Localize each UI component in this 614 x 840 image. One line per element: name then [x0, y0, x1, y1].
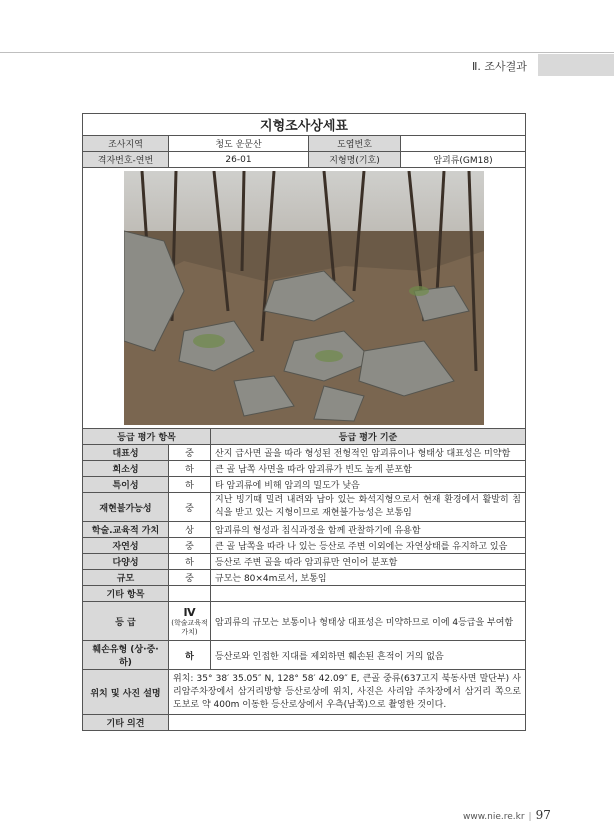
- map-no-label: 도엽번호: [309, 136, 401, 152]
- grade-item: 자연성: [83, 538, 169, 554]
- other-label: 기타 의견: [83, 715, 169, 731]
- grade-value: [169, 586, 211, 602]
- grade-row: [83, 445, 526, 461]
- grade-criteria: 규모는 80×4m로서, 보통임: [211, 570, 526, 586]
- grade-criteria: 큰 골 남쪽을 따라 나 있는 등산로 주변 이외에는 자연상태를 유지하고 있음: [211, 538, 526, 554]
- landform-name-label: 지형명(기호): [309, 152, 401, 168]
- grade-criteria: 산지 급사면 골을 따라 형성된 전형적인 암괴류이나 형태상 대표성은 미약함: [211, 445, 526, 461]
- chapter-tab: [538, 54, 614, 76]
- map-no-value: [401, 136, 526, 152]
- grade-item: 희소성: [83, 461, 169, 477]
- grade-criteria: 타 암괴류에 비해 암괴의 밀도가 낮음: [211, 477, 526, 493]
- damage-row: [83, 641, 526, 670]
- damage-criteria: 등산로와 인접한 지대를 제외하면 훼손된 흔적이 거의 없음: [211, 641, 526, 670]
- grade-item: 다양성: [83, 554, 169, 570]
- grade-item-header: 등급 평가 항목: [83, 429, 211, 445]
- grade-row: [83, 461, 526, 477]
- grade-item: 규모: [83, 570, 169, 586]
- final-grade-value: Ⅳ: [183, 605, 196, 619]
- final-grade-note: (학술교육적 가치): [171, 618, 208, 636]
- grade-criteria: 암괴류의 형성과 침식과정을 함께 관찰하기에 유용함: [211, 522, 526, 538]
- landform-photo: [124, 171, 484, 425]
- grade-row: [83, 538, 526, 554]
- page-number: 97: [535, 808, 551, 822]
- footer-separator: |: [528, 812, 532, 822]
- grade-value: 상: [169, 522, 211, 538]
- grade-value: 중: [169, 570, 211, 586]
- grid-no-label: 격자번호-연번: [83, 152, 169, 168]
- grade-item: 대표성: [83, 445, 169, 461]
- page-footer: [463, 808, 551, 822]
- grade-value: 하: [169, 554, 211, 570]
- location-row: [83, 670, 526, 715]
- photo-cell: [83, 168, 526, 429]
- grade-row: [83, 570, 526, 586]
- grade-value: 중: [169, 445, 211, 461]
- grade-value: 하: [169, 461, 211, 477]
- footer-site: www.nie.re.kr: [463, 812, 525, 822]
- final-grade-label: 등 급: [83, 602, 169, 641]
- grade-value: 중: [169, 493, 211, 522]
- damage-grade: 하: [169, 641, 211, 670]
- grade-value: 중: [169, 538, 211, 554]
- final-grade-criteria: 암괴류의 규모는 보통이나 형태상 대표성은 미약하므로 이에 4등급을 부여함: [211, 602, 526, 641]
- damage-label: 훼손유형 (상·중·하): [83, 641, 169, 670]
- grade-criteria: [211, 586, 526, 602]
- grade-criteria-header: 등급 평가 기준: [211, 429, 526, 445]
- grade-row: [83, 586, 526, 602]
- grade-item: 학술.교육적 가치: [83, 522, 169, 538]
- landform-name-value: 암괴류(GM18): [401, 152, 526, 168]
- grade-row: [83, 493, 526, 522]
- grade-row: [83, 477, 526, 493]
- grade-item: 기타 항목: [83, 586, 169, 602]
- grade-row: [83, 554, 526, 570]
- other-row: [83, 715, 526, 731]
- grade-row: [83, 522, 526, 538]
- location-label: 위치 및 사진 설명: [83, 670, 169, 715]
- header-rule: [0, 52, 614, 53]
- grade-criteria: 지난 빙기때 밀려 내려와 남아 있는 화석지형으로서 현재 환경에서 활발히 침식을 받고 있는 지형이므로 재현불가능성은 보통임: [211, 493, 526, 522]
- grade-value: 하: [169, 477, 211, 493]
- grid-no-value: 26-01: [169, 152, 309, 168]
- other-text: [169, 715, 526, 731]
- location-text: 위치: 35° 38′ 35.05″ N, 128° 58′ 42.09″ E, 큰골 중류(637고지 북동사면 말단부) 사리암주차장에서 삼거리방향 등산로상에 위치, 사진은 사리암 주차장에서 삼거리 쪽으로 도보로 약 400m 이동한 등산로상에서 우측(남쪽)으로 촬영한 것이다.: [169, 670, 526, 715]
- survey-area-label: 조사지역: [83, 136, 169, 152]
- form-title: 지형조사상세표: [83, 114, 526, 136]
- chapter-title: Ⅱ. 조사결과: [472, 60, 527, 73]
- survey-area-value: 청도 운문산: [169, 136, 309, 152]
- grade-table: [82, 428, 526, 731]
- grade-item: 재현불가능성: [83, 493, 169, 522]
- grade-criteria: 등산로 주변 골을 따라 암괴류만 연이어 분포함: [211, 554, 526, 570]
- form-info-table: [82, 113, 526, 429]
- grade-item: 특이성: [83, 477, 169, 493]
- grade-criteria: 큰 골 남쪽 사면을 따라 암괴류가 빈도 높게 분포함: [211, 461, 526, 477]
- final-grade-row: [83, 602, 526, 641]
- survey-form: [82, 113, 526, 731]
